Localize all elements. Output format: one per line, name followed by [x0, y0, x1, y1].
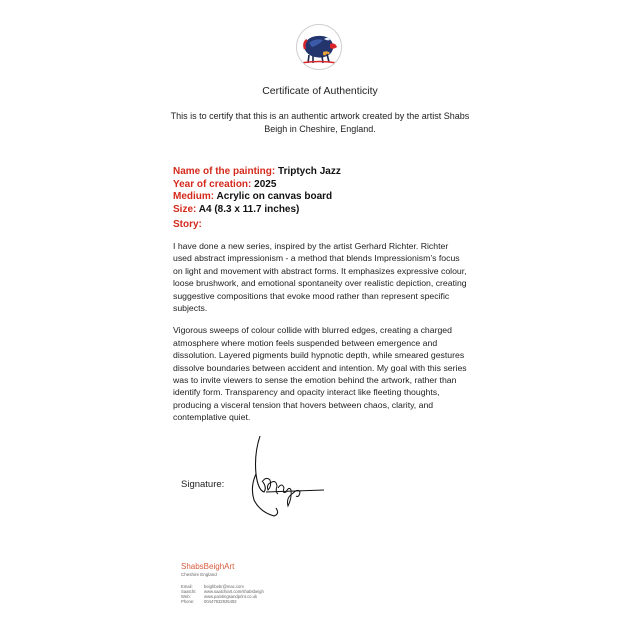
- field-value: A4 (8.3 x 11.7 inches): [198, 203, 300, 215]
- field-value: 2025: [254, 178, 277, 190]
- field-year: Year of creation: 2025: [173, 178, 277, 190]
- footer: [181, 562, 361, 604]
- field-label: Size: [173, 203, 194, 215]
- footer-location: Cheshire England: [181, 572, 217, 577]
- certificate-title: Certificate of Authenticity: [262, 85, 378, 97]
- field-label: Medium: [173, 191, 211, 202]
- footer-brand: ShabsBeighArt: [181, 562, 235, 571]
- field-medium: Medium: Acrylic on canvas board: [173, 191, 333, 202]
- contact-row-saatchi: Saatchi: www.saatchiart.com/shabsbeigh: [181, 589, 264, 594]
- contact-saatchi-link[interactable]: www.saatchiart.com/shabsbeigh: [204, 589, 264, 594]
- artwork-details: [173, 166, 493, 232]
- story-paragraph-2: Vigorous sweeps of colour collide with blurred edges, creating a charged atmosphere where motion feels suspended between emergence and dissolution. Layered pigments build hypnotic depth, while smeared gestures dissolve boundaries between accident and intention. My goal with this series was to invite viewers to sense the emotion behind the artwork, rather than identify form. Transparency and opacity interact like fleeting thoughts, producing a visceral tension that hovers between chaos, clarity, and contemplative quiet.: [173, 325, 467, 423]
- signature-label: Signature:: [181, 479, 225, 490]
- bull-logo-icon: [296, 24, 342, 70]
- contact-row-web: Web: www.paintingsandprint.co.uk: [181, 594, 258, 599]
- contact-email[interactable]: beighbebr@mac.com: [204, 584, 244, 589]
- contact-list: [181, 584, 361, 604]
- field-painting-name: Name of the painting: Triptych Jazz: [173, 166, 341, 177]
- field-size: Size: A4 (8.3 x 11.7 inches): [173, 203, 300, 215]
- contact-phone: 00447932925492: [204, 599, 237, 604]
- signature-image: [236, 432, 336, 524]
- certificate-intro: This is to certify that this is an authentic artwork created by the artist Shabs Beigh in Cheshire, England.: [170, 111, 470, 134]
- field-value: Triptych Jazz: [278, 166, 341, 177]
- field-label: Year of creation: [173, 178, 249, 190]
- contact-row-phone: Phone: 00447932925492: [181, 599, 237, 604]
- story-heading: Story:: [173, 219, 202, 230]
- contact-web-link[interactable]: www.paintingsandprint.co.uk: [204, 594, 258, 599]
- field-value: Acrylic on canvas board: [216, 191, 333, 202]
- contact-row-email: Email: beighbebr@mac.com: [181, 584, 244, 589]
- story-text: [173, 240, 469, 434]
- story-paragraph-1: I have done a new series, inspired by the artist Gerhard Richter. Richter used abstract impressionism - a method that blends Impressionism’s focus on light and movement with abstract forms. It emphasizes expressive colour, loose brushwork, and emotional spontaneity over realistic depiction, creating suggestive compositions that evoke mood rather than represent specific subjects.: [173, 241, 467, 314]
- field-label: Name of the painting: [173, 166, 272, 177]
